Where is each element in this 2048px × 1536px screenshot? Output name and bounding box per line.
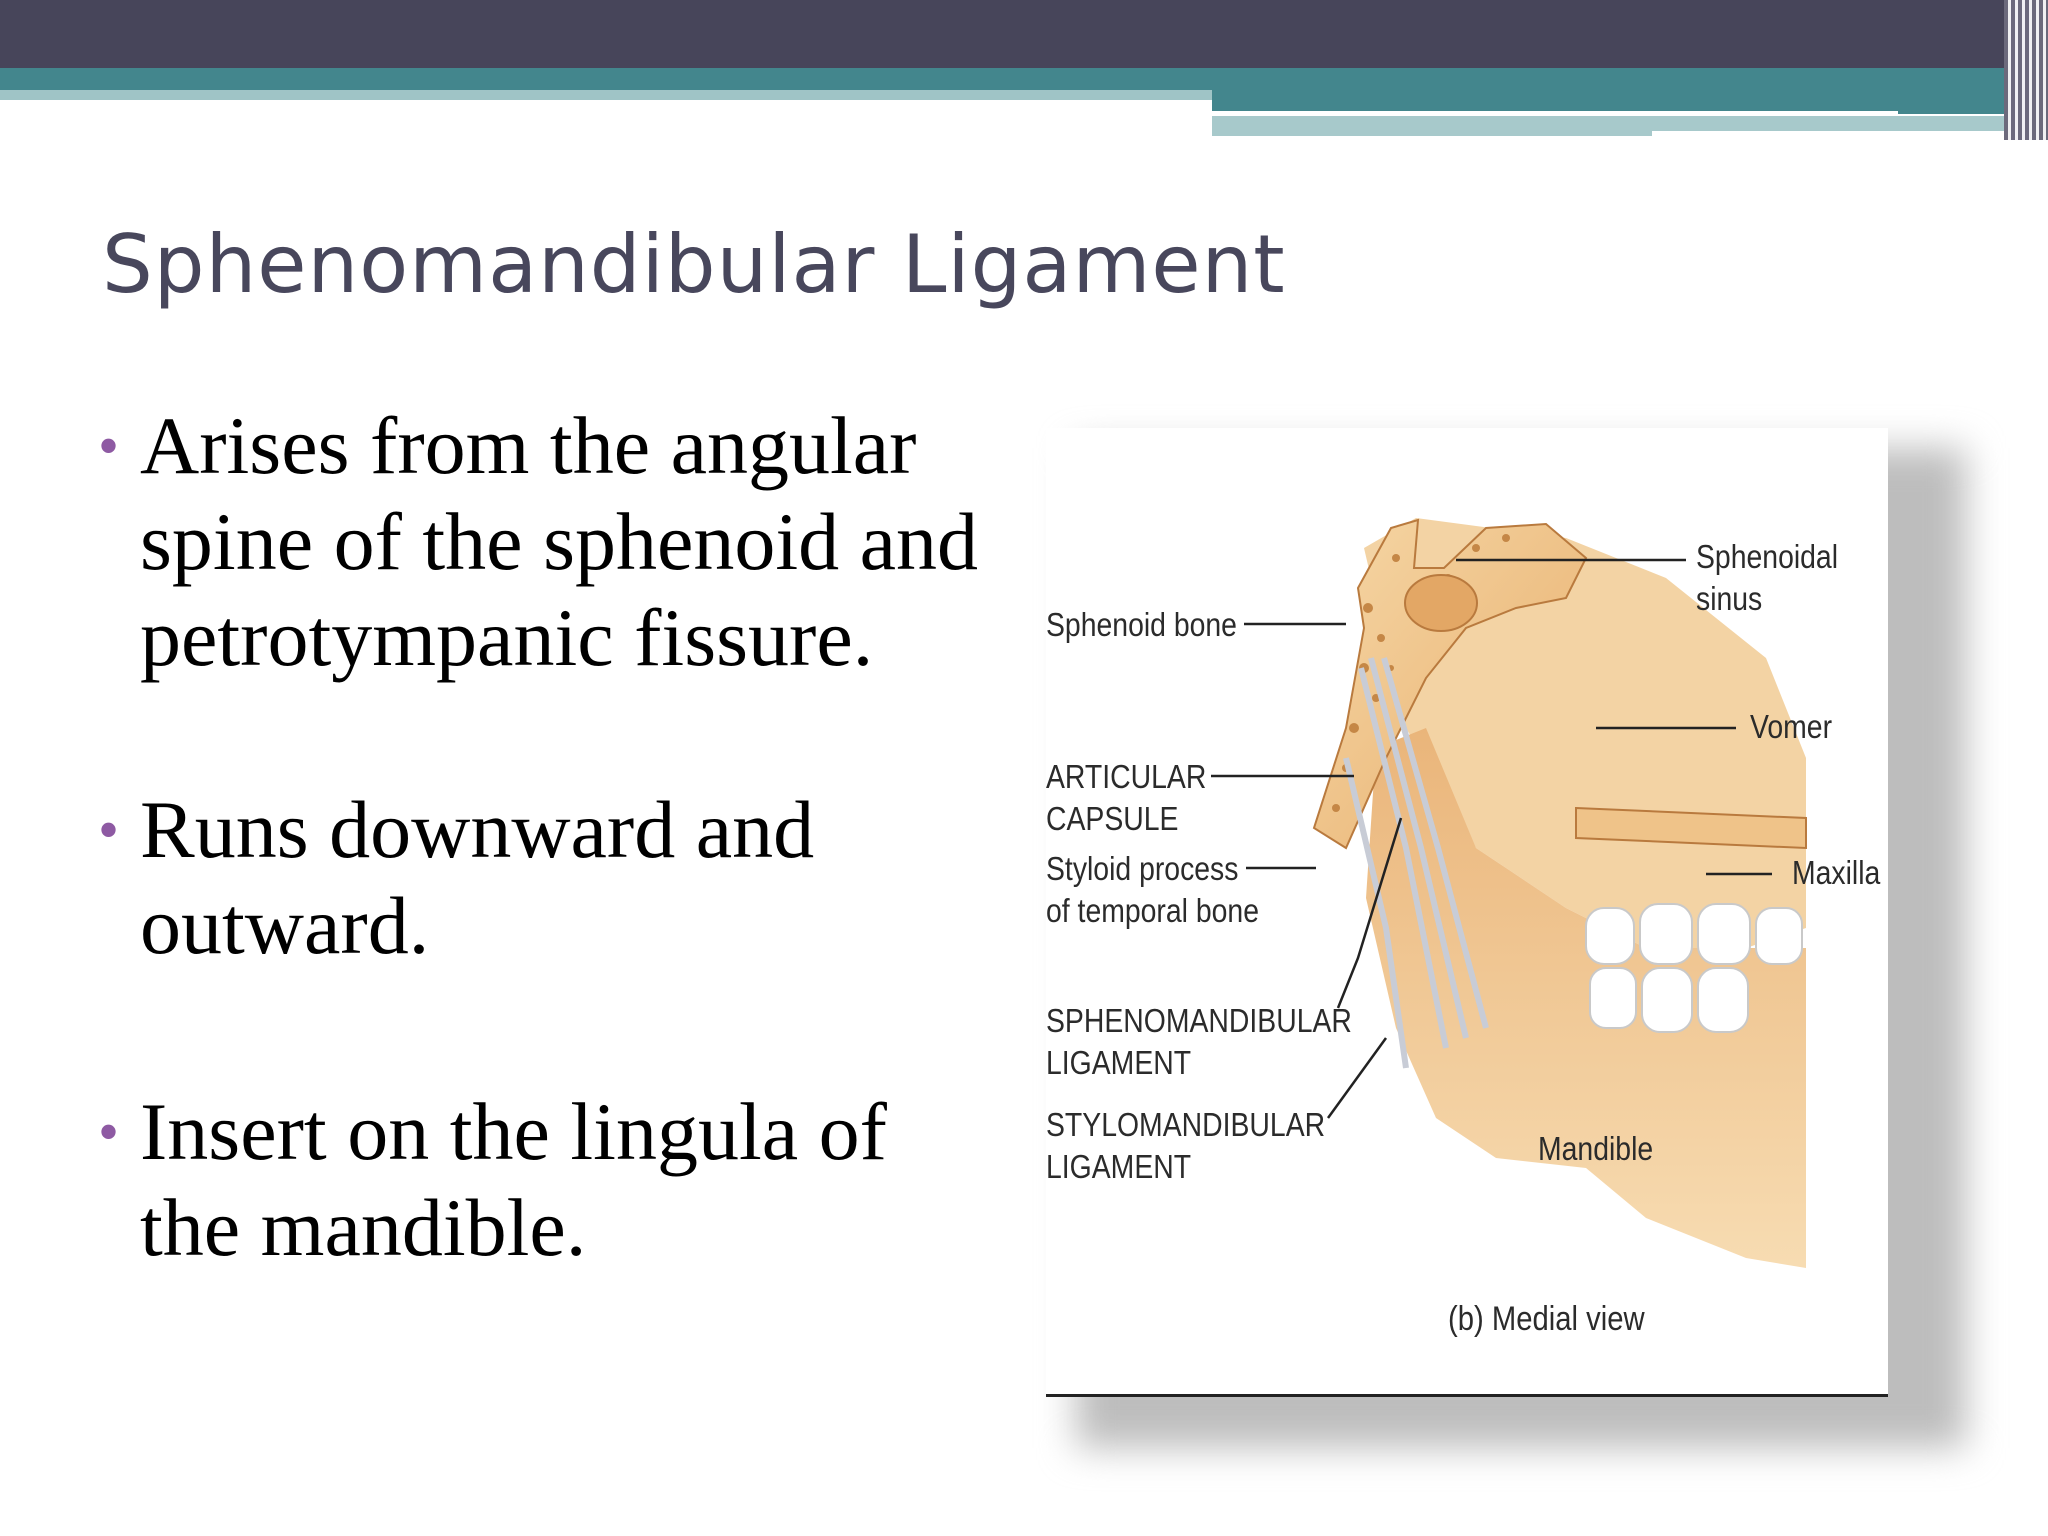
label-stylomandibular-line1: STYLOMANDIBULAR	[1046, 1106, 1326, 1143]
header-light-bar	[0, 90, 1212, 100]
label-vomer: Vomer	[1750, 708, 1833, 745]
figure-caption: (b) Medial view	[1448, 1300, 1645, 1338]
header-dark-bar	[0, 0, 2048, 68]
bullet-dot-icon: •	[98, 413, 120, 479]
label-styloid-process-line1: Styloid process	[1046, 850, 1239, 887]
label-sphenomandibular-line1: SPHENOMANDIBULAR	[1046, 1002, 1352, 1039]
bullet-text: Arises from the angular spine of the sphenoid and petrotympanic fissure.	[140, 400, 979, 683]
label-sphenoid-bone: Sphenoid bone	[1046, 606, 1237, 643]
label-sphenoidal-sinus-line2: sinus	[1696, 580, 1763, 617]
bullet-list	[92, 398, 992, 1276]
label-articular-capsule-line1: ARTICULAR	[1046, 758, 1207, 795]
sphenoidal-sinus-shape	[1405, 575, 1477, 631]
label-sphenomandibular-line2: LIGAMENT	[1046, 1044, 1192, 1081]
label-articular-capsule-line2: CAPSULE	[1046, 800, 1179, 837]
header-stripes	[2004, 0, 2048, 140]
bullet-item	[92, 782, 992, 974]
bullet-text: Runs downward and outward.	[140, 784, 815, 971]
slide-title: Sphenomandibular Ligament	[102, 218, 1286, 311]
label-stylomandibular-line2: LIGAMENT	[1046, 1148, 1192, 1185]
header-white-line-short	[1652, 131, 2012, 136]
label-sphenoidal-sinus-line1: Sphenoidal	[1696, 538, 1839, 575]
bullet-dot-icon: •	[98, 1099, 120, 1165]
label-maxilla: Maxilla	[1792, 854, 1881, 891]
header-teal-bar	[0, 68, 2048, 90]
bullet-item	[92, 398, 992, 686]
label-styloid-process-line2: of temporal bone	[1046, 892, 1259, 929]
label-mandible: Mandible	[1538, 1130, 1654, 1167]
anatomy-figure	[1046, 428, 1888, 1397]
bullet-item	[92, 1084, 992, 1276]
bullet-dot-icon: •	[98, 797, 120, 863]
bullet-text: Insert on the lingula of the mandible.	[140, 1086, 887, 1273]
